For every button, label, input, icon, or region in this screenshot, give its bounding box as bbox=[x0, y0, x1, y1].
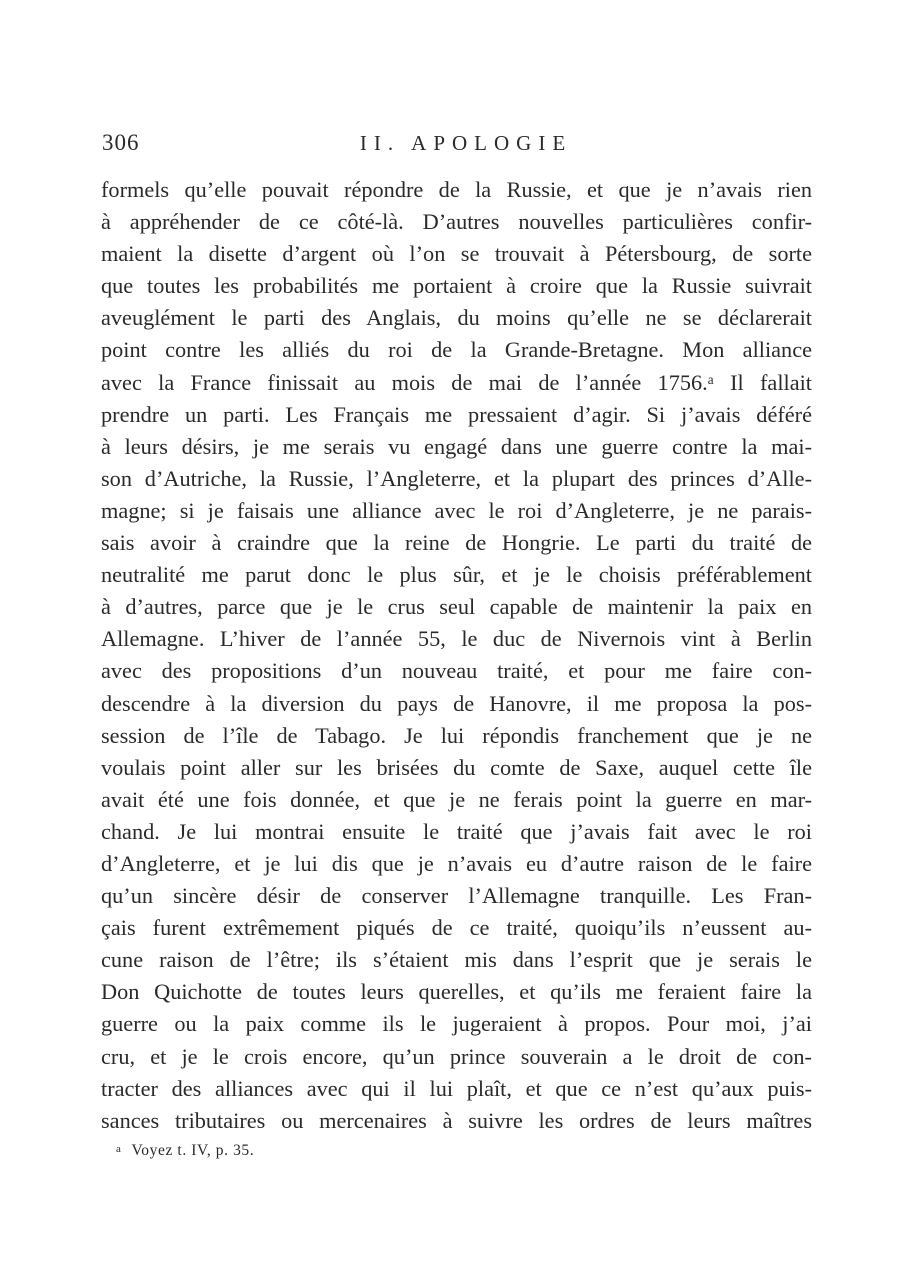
text-line: sances tributaires ou mercenaires à suivre les ordres de leurs maîtres bbox=[101, 1107, 812, 1133]
page-header bbox=[100, 128, 812, 162]
text-line: Don Quichotte de toutes leurs querelles, et qu’ils me feraient faire la bbox=[101, 979, 812, 1005]
text-line: session de l’île de Tabago. Je lui répondis franchement que je ne bbox=[101, 722, 812, 748]
text-line: magne; si je faisais une alliance avec le roi d’Angleterre, je ne parais- bbox=[101, 497, 812, 523]
text-line: point contre les alliés du roi de la Grande-Bretagne. Mon alliance bbox=[101, 337, 812, 363]
text-line: guerre ou la paix comme ils le jugeraient à propos. Pour moi, j’ai bbox=[101, 1011, 812, 1037]
footnote-text: Voyez t. IV, p. 35. bbox=[131, 1142, 255, 1159]
text-line: tracter des alliances avec qui il lui plaît, et que ce n’est qu’aux puis- bbox=[101, 1075, 812, 1101]
running-title: II. APOLOGIE bbox=[359, 131, 573, 155]
body-text bbox=[101, 174, 812, 1137]
text-line: cru, et je le crois encore, qu’un prince souverain a le droit de con- bbox=[101, 1043, 812, 1069]
text-line: chand. Je lui montrai ensuite le traité que j’avais fait avec le roi bbox=[101, 818, 812, 844]
text-line: son d’Autriche, la Russie, l’Angleterre, et la plupart des princes d’Alle- bbox=[101, 465, 812, 491]
text-line: avait été une fois donnée, et que je ne ferais point la guerre en mar- bbox=[101, 786, 812, 812]
text-line: d’Angleterre, et je lui dis que je n’avais eu d’autre raison de le faire bbox=[101, 850, 812, 876]
footnote bbox=[116, 1138, 254, 1162]
text-line: cune raison de l’être; ils s’étaient mis dans l’esprit que je serais le bbox=[101, 947, 812, 973]
text-line: sais avoir à craindre que la reine de Hongrie. Le parti du traité de bbox=[101, 530, 812, 556]
text-line: descendre à la diversion du pays de Hanovre, il me proposa la pos- bbox=[101, 690, 812, 716]
text-line: Allemagne. L’hiver de l’année 55, le duc de Nivernois vint à Berlin bbox=[101, 626, 812, 652]
page-number: 306 bbox=[102, 130, 140, 155]
text-line: formels qu’elle pouvait répondre de la Russie, et que je n’avais rien bbox=[101, 177, 812, 202]
text-line: voulais point aller sur les brisées du comte de Saxe, auquel cette île bbox=[101, 754, 812, 780]
footnote-marker: a bbox=[116, 1143, 122, 1155]
text-line: neutralité me parut donc le plus sûr, et je le choisis préférablement bbox=[101, 562, 812, 588]
text-line: maient la disette d’argent où l’on se trouvait à Pétersbourg, de sorte bbox=[101, 241, 812, 267]
text-line: à appréhender de ce côté-là. D’autres nouvelles particulières confir- bbox=[101, 209, 812, 235]
text-line: que toutes les probabilités me portaient à croire que la Russie suivrait bbox=[101, 273, 812, 299]
text-line: avec des propositions d’un nouveau traité, et pour me faire con- bbox=[101, 658, 812, 684]
text-line: avec la France finissait au mois de mai de l’année 1756.ᵃ Il fallait bbox=[101, 369, 812, 395]
text-line: aveuglément le parti des Anglais, du moins qu’elle ne se déclarerait bbox=[101, 305, 812, 331]
text-line: à leurs désirs, je me serais vu engagé dans une guerre contre la mai- bbox=[101, 433, 812, 459]
text-line: à d’autres, parce que je le crus seul capable de maintenir la paix en bbox=[101, 594, 812, 620]
text-line: çais furent extrêmement piqués de ce traité, quoiqu’ils n’eussent au- bbox=[101, 915, 812, 941]
text-line: prendre un parti. Les Français me pressaient d’agir. Si j’avais déféré bbox=[101, 401, 812, 427]
text-line: qu’un sincère désir de conserver l’Allemagne tranquille. Les Fran- bbox=[101, 883, 812, 909]
